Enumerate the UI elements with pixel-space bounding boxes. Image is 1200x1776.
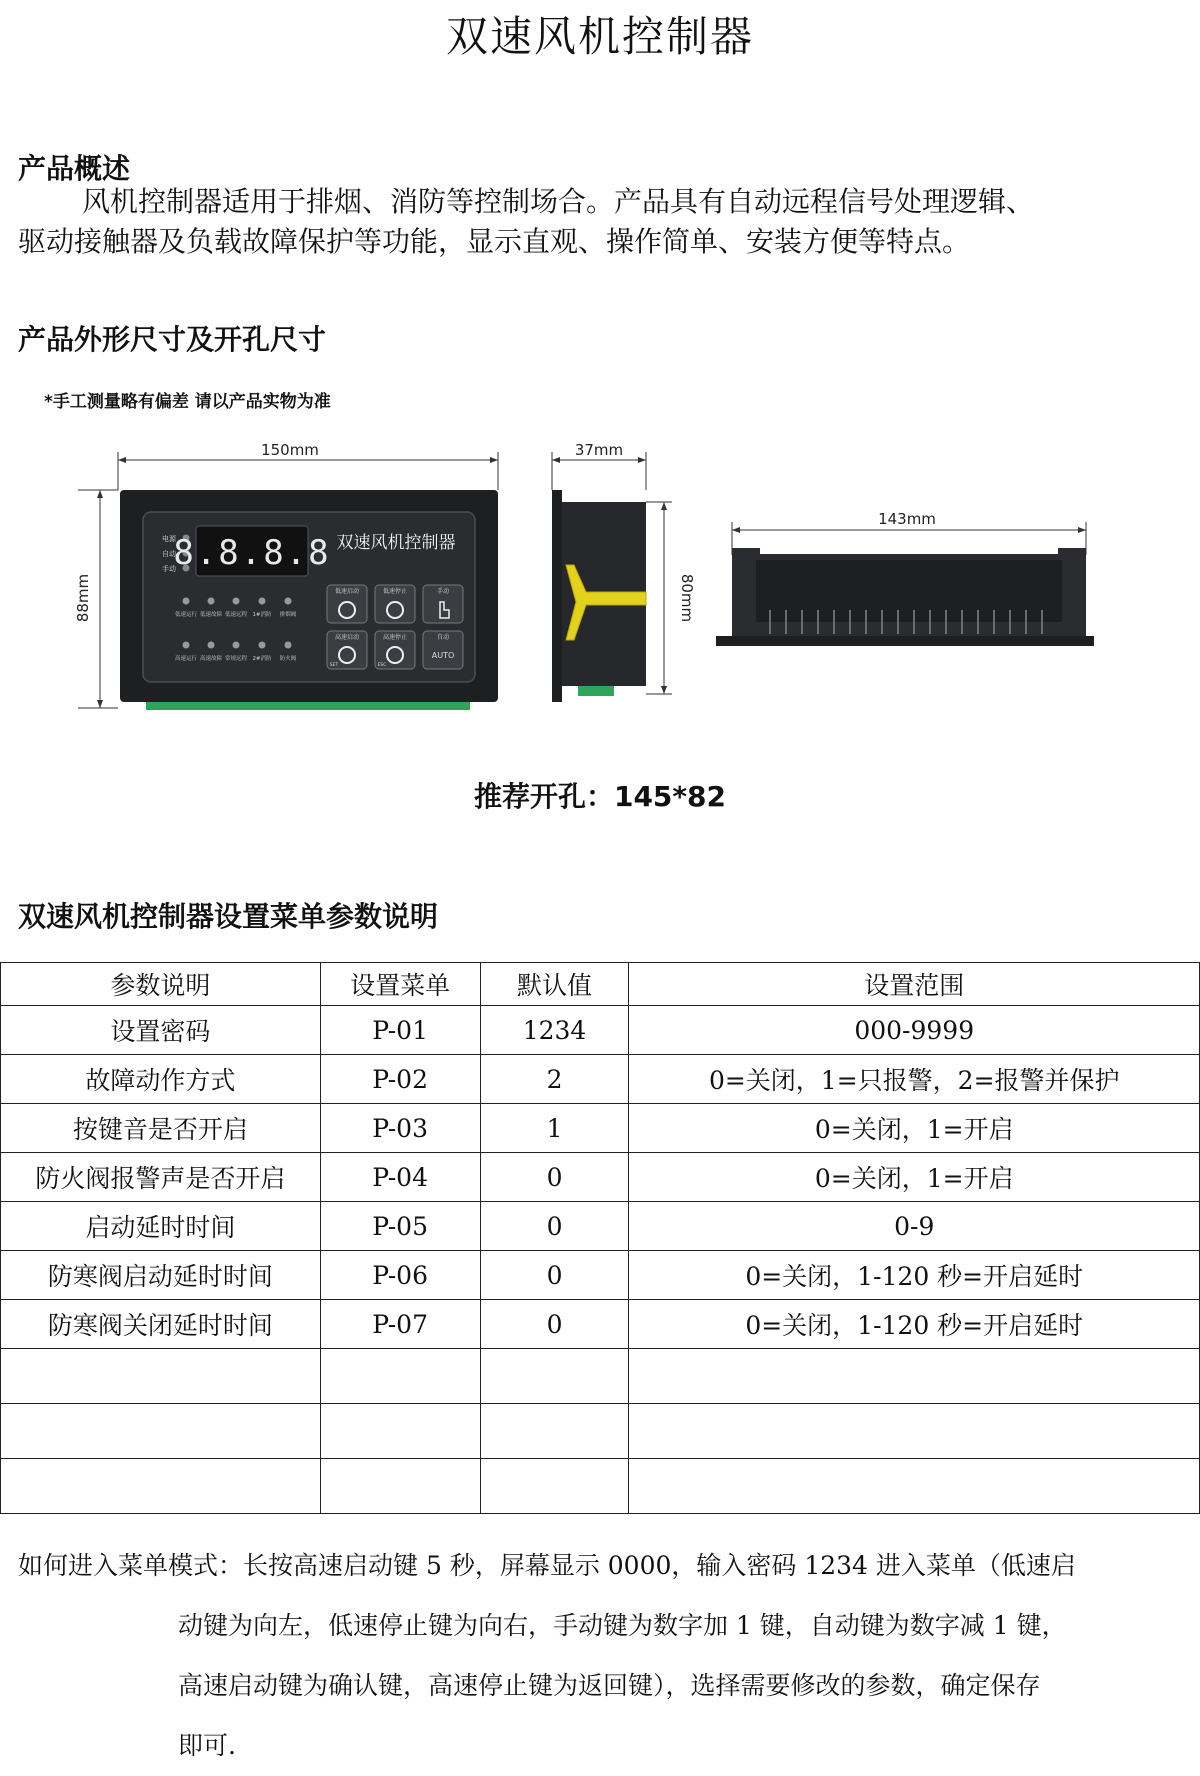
table-cell: 000-9999 <box>629 1006 1200 1055</box>
bottom-view-flange <box>716 636 1094 646</box>
column-header: 设置范围 <box>629 963 1200 1006</box>
page-title: 双速风机控制器 <box>445 12 754 61</box>
side-terminal <box>578 686 614 696</box>
table-cell: 0 <box>480 1300 629 1349</box>
table-row <box>1 1300 1200 1349</box>
table-row <box>1 1404 1200 1459</box>
svg-text:高速启动: 高速启动 <box>334 634 360 641</box>
table-cell: P-05 <box>320 1202 480 1251</box>
bottom-width-label: 143mm <box>878 510 936 528</box>
table-cell <box>480 1459 629 1514</box>
status-label-auto: 自动 <box>162 550 176 558</box>
table-cell: 故障动作方式 <box>1 1055 321 1104</box>
table-cell <box>1 1459 321 1514</box>
side-height-label: 80mm <box>678 573 696 623</box>
bottom-width-dimension <box>732 510 1086 555</box>
led-label: 低速远程 <box>224 612 248 618</box>
table-row <box>1 1104 1200 1153</box>
svg-text:高速停止: 高速停止 <box>382 634 408 641</box>
high-speed-stop-button[interactable] <box>375 631 415 669</box>
led-label: 1#消防 <box>252 612 272 618</box>
svg-text:手动: 手动 <box>436 588 450 595</box>
table-cell: P-01 <box>320 1006 480 1055</box>
low-speed-stop-button[interactable] <box>375 585 415 623</box>
table-cell: 0=关闭，1=开启 <box>629 1104 1200 1153</box>
panel-title: 双速风机控制器 <box>336 533 456 553</box>
dimensions-heading: 产品外形尺寸及开孔尺寸 <box>18 323 327 356</box>
parameter-table <box>0 962 1200 1514</box>
display-digits: 8.8.8.8 <box>173 533 331 573</box>
instructions-line-4: 即可. <box>178 1731 236 1760</box>
table-cell: 0=关闭，1-120 秒=开启延时 <box>629 1251 1200 1300</box>
table-header-row <box>1 963 1200 1006</box>
table-cell: 0-9 <box>629 1202 1200 1251</box>
table-row <box>1 1459 1200 1514</box>
led-label: 排烟阀 <box>279 612 297 618</box>
led-label: 低速故障 <box>199 612 223 618</box>
front-width-dimension <box>118 441 498 490</box>
width-label: 150mm <box>261 441 319 459</box>
table-cell <box>320 1404 480 1459</box>
table-cell <box>480 1404 629 1459</box>
svg-text:AUTO: AUTO <box>431 651 455 660</box>
overview-heading: 产品概述 <box>18 152 131 185</box>
table-cell: 设置密码 <box>1 1006 321 1055</box>
height-label: 88mm <box>74 573 92 623</box>
table-cell: 防火阀报警声是否开启 <box>1 1153 321 1202</box>
table-cell: P-07 <box>320 1300 480 1349</box>
svg-text:自动: 自动 <box>436 634 450 641</box>
side-height-dimension <box>646 502 696 694</box>
product-dimension-figure <box>0 430 1200 730</box>
led-label: 高速故障 <box>199 656 223 662</box>
table-cell: 0=关闭，1-120 秒=开启延时 <box>629 1300 1200 1349</box>
terminal-strip <box>146 702 470 710</box>
table-cell <box>629 1404 1200 1459</box>
table-cell: 0 <box>480 1153 629 1202</box>
table-cell: 启动延时时间 <box>1 1202 321 1251</box>
table-cell: 按键音是否开启 <box>1 1104 321 1153</box>
led-label: 2#消防 <box>252 656 272 662</box>
front-height-dimension <box>74 490 118 708</box>
column-header: 参数说明 <box>1 963 321 1006</box>
table-cell: 0 <box>480 1202 629 1251</box>
table-cell: P-04 <box>320 1153 480 1202</box>
table-cell: P-02 <box>320 1055 480 1104</box>
table-row <box>1 1251 1200 1300</box>
table-cell: 1234 <box>480 1006 629 1055</box>
table-cell <box>1 1349 321 1404</box>
table-cell <box>320 1459 480 1514</box>
table-cell <box>1 1404 321 1459</box>
table-cell <box>480 1349 629 1404</box>
instructions-line-2: 动键为向左，低速停止键为向右，手动键为数字加 1 键，自动键为数字减 1 键， <box>178 1611 1067 1640</box>
table-cell: 防寒阀启动延时时间 <box>1 1251 321 1300</box>
menu-heading: 双速风机控制器设置菜单参数说明 <box>18 900 439 933</box>
led-label: 高速运行 <box>174 656 198 662</box>
measurement-note: *手工测量略有偏差 请以产品实物为准 <box>44 392 331 412</box>
recommended-hole: 推荐开孔：145*82 <box>473 780 727 813</box>
high-speed-start-button[interactable] <box>327 631 367 669</box>
led-label: 低速运行 <box>174 612 198 618</box>
table-cell: P-03 <box>320 1104 480 1153</box>
overview-line-1: 风机控制器适用于排烟、消防等控制场合。产品具有自动远程信号处理逻辑、 <box>82 185 1035 218</box>
table-cell: 防寒阀关闭延时时间 <box>1 1300 321 1349</box>
svg-text:SET: SET <box>329 663 339 668</box>
instructions-label: 如何进入菜单模式： <box>18 1551 244 1580</box>
status-label-manual: 手动 <box>162 565 176 573</box>
table-row <box>1 1055 1200 1104</box>
svg-text:低速停止: 低速停止 <box>382 588 408 595</box>
table-cell: 0 <box>480 1251 629 1300</box>
instructions-line-3: 高速启动键为确认键，高速停止键为返回键），选择需要修改的参数，确定保存 <box>178 1671 1041 1700</box>
depth-label: 37mm <box>574 441 624 459</box>
led-label: 防火阀 <box>279 656 297 662</box>
table-row <box>1 1153 1200 1202</box>
side-view-bezel <box>552 490 562 702</box>
table-row <box>1 1349 1200 1404</box>
menu-instructions <box>18 1536 1178 1776</box>
table-cell: 0=关闭，1=只报警，2=报警并保护 <box>629 1055 1200 1104</box>
manual-button[interactable] <box>423 585 463 623</box>
table-row <box>1 1202 1200 1251</box>
svg-text:ESC: ESC <box>377 663 387 668</box>
table-cell <box>320 1349 480 1404</box>
low-speed-start-button[interactable] <box>327 585 367 623</box>
table-cell: P-06 <box>320 1251 480 1300</box>
table-cell <box>629 1349 1200 1404</box>
table-cell <box>629 1459 1200 1514</box>
svg-text:低速启动: 低速启动 <box>334 588 360 595</box>
led-label: 常规远程 <box>224 656 248 662</box>
table-row <box>1 1006 1200 1055</box>
table-cell: 2 <box>480 1055 629 1104</box>
status-label-power: 电源 <box>162 535 176 543</box>
table-cell: 0=关闭，1=开启 <box>629 1153 1200 1202</box>
auto-button[interactable] <box>423 631 463 669</box>
instructions-line-1: 长按高速启动键 5 秒，屏幕显示 0000，输入密码 1234 进入菜单（低速启 <box>243 1551 1076 1580</box>
overview-text <box>18 182 1168 262</box>
column-header: 设置菜单 <box>320 963 480 1006</box>
overview-line-2: 驱动接触器及负载故障保护等功能，显示直观、操作简单、安装方便等特点。 <box>18 225 971 258</box>
column-header: 默认值 <box>480 963 629 1006</box>
table-cell: 1 <box>480 1104 629 1153</box>
side-depth-dimension <box>552 441 646 490</box>
